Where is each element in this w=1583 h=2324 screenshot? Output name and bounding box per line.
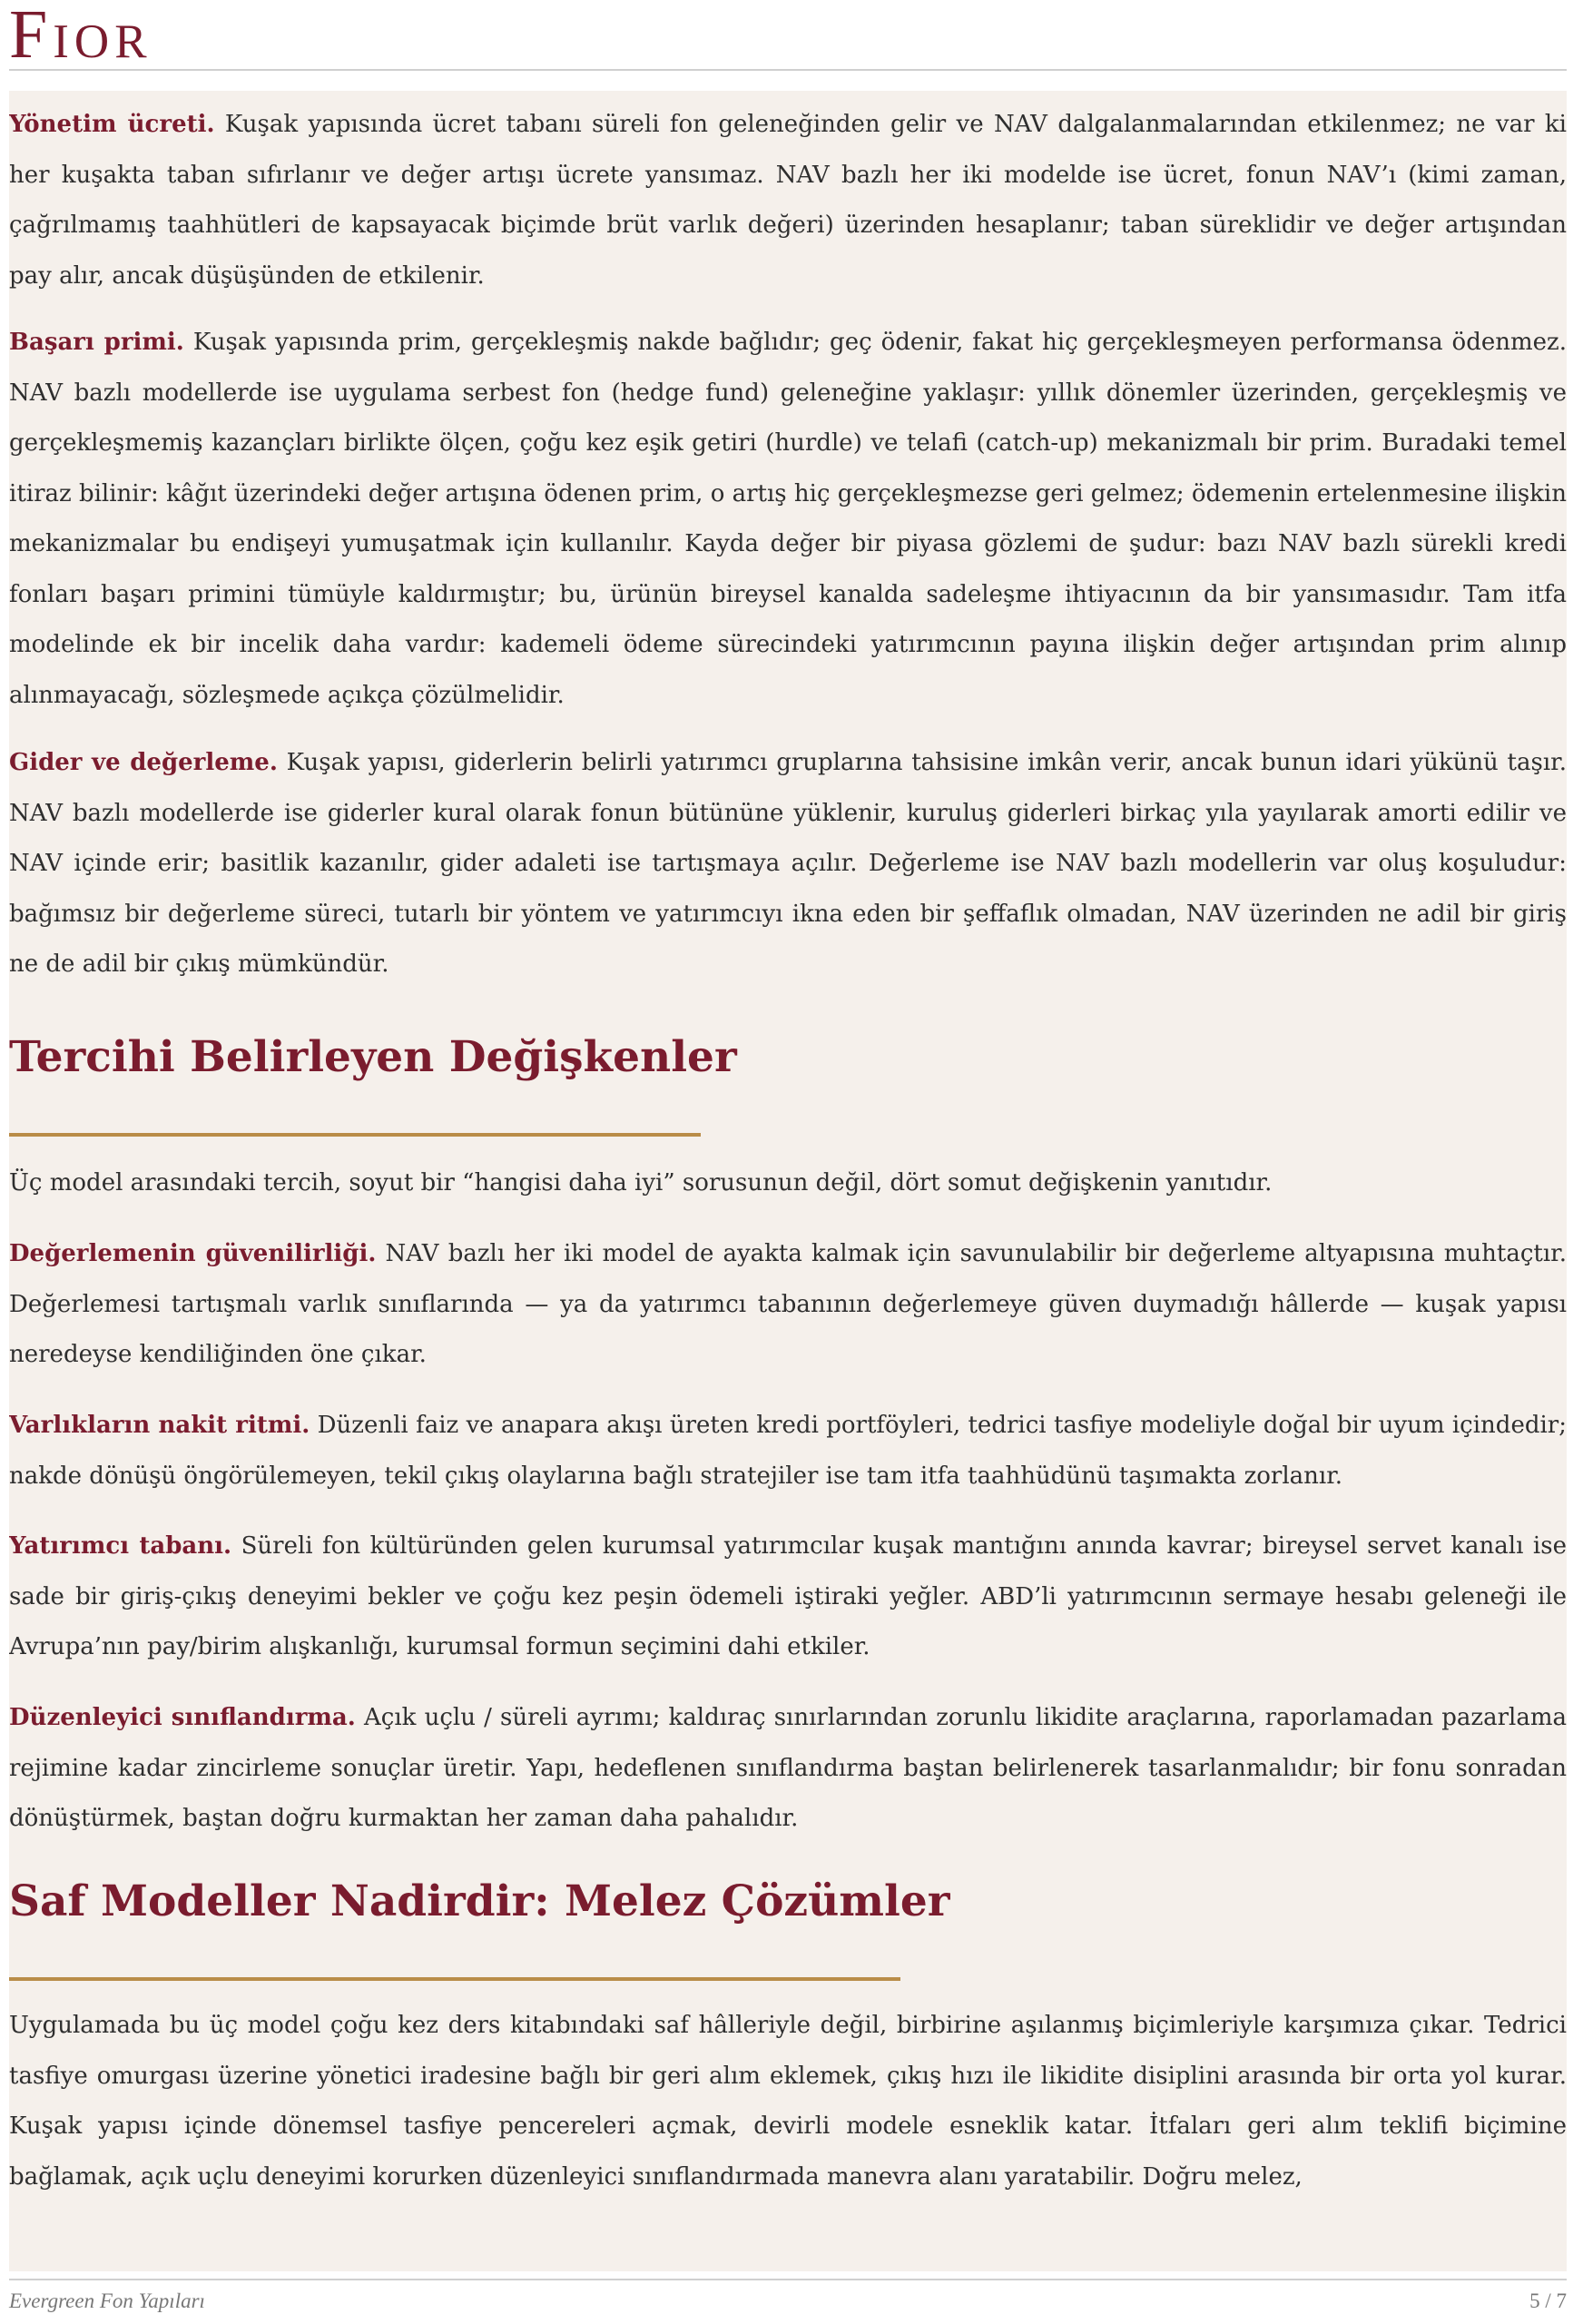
header-divider [9,69,1567,71]
section-heading-hybrid: Saf Modeller Nadirdir: Melez Çözümler [9,1876,950,1926]
section-heading-underline [9,1977,900,1981]
paragraph-lead: Gider ve değerleme. [9,749,278,776]
section-heading-variables: Tercihi Belirleyen Değişkenler [9,1032,737,1082]
paragraph-text: Süreli fon kültüründen gelen kurumsal yatırımcılar kuşak mantığını anında kavrar; bireysel servet kanalı ise sade bir giriş-çıkış deneyimi bekler ve çoğu kez peşin ödemeli iştiraki yeğler. ABD’li yatırımcının sermaye hesabı geleneği ile Avrupa’nın pay/birim alışkanlığı, kurumsal formun seçimini dahi etkiler. [9,1532,1567,1660]
paragraph-text: Düzenli faiz ve anapara akışı üreten kredi portföyleri, tedrici tasfiye modeliyle doğal bir uyum içindedir; nakde dönüşü öngörülemeyen, tekil çıkış olaylarına bağlı stratejiler ise tam itfa taahhüdünü taşımakta zorlanır. [9,1412,1567,1490]
paragraph-investor-base [9,1521,1567,1673]
paragraph-text: Kuşak yapısında ücret tabanı süreli fon geleneğinden gelir ve NAV dalgalanmalarından etkilenmez; ne var ki her kuşakta taban sıfırlanır ve değer artışı ücrete yansımaz. NAV bazlı her iki modelde ise ücret, fonun NAV’ı (kimi zaman, çağrılmamış taahhütleri de kapsayacak biçimde brüt varlık değeri) üzerinden hesaplanır; taban süreklidir ve değer artışından pay alır, ancak düşüşünden de etkilenir. [9,111,1567,290]
footer-divider [9,2279,1567,2280]
paragraph-text: Kuşak yapısı, giderlerin belirli yatırımcı gruplarına tahsisine imkân verir, ancak bunun idari yükünü taşır. NAV bazlı modellerde ise giderler kural olarak fonun bütününe yüklenir, kuruluş giderleri birkaç yıla yayılarak amorti edilir ve NAV içinde erir; basitlik kazanılır, gider adaleti ise tartışmaya açılır. Değerleme ise NAV bazlı modellerin var oluş koşuludur: bağımsız bir değerleme süreci, tutarlı bir yöntem ve yatırımcıyı ikna eden bir şeffaflık olmadan, NAV üzerinden ne adil bir giriş ne de adil bir çıkış mümkündür. [9,749,1567,978]
paragraph-management-fee [9,100,1567,301]
paragraph-text: Kuşak yapısında prim, gerçekleşmiş nakde bağlıdır; geç ödenir, fakat hiç gerçekleşmeyen performansa ödenmez. NAV bazlı modellerde ise uygulama serbest fon (hedge fund) geleneğine yaklaşır: yıllık dönemler üzerinden, gerçekleşmiş ve gerçekleşmemiş kazançları birlikte ölçen, çoğu kez eşik getiri (hurdle) ve telafi (catch-up) mekanizmalı bir prim. Buradaki temel itiraz bilinir: kâğıt üzerindeki değer artışına ödenen prim, o artış hiç gerçekleşmezse geri gelmez; ödemenin ertelenmesine ilişkin mekanizmalar bu endişeyi yumuşatmak için kullanılır. Kayda değer bir piyasa gözlemi de şudur: bazı NAV bazlı sürekli kredi fonları başarı primini tümüyle kaldırmıştır; bu, ürünün bireysel kanalda sadeleşme ihtiyacının da bir yansımasıdır. Tam itfa modelinde ek bir incelik daha vardır: kademeli ödeme sürecindeki yatırımcının payına ilişkin değer artışından prim alınıp alınmayacağı, sözleşmede açıkça çözülmelidir. [9,329,1567,709]
paragraph-lead: Değerlemenin güvenilirliği. [9,1240,377,1267]
paragraph-valuation-reliability [9,1229,1567,1381]
paragraph-lead: Başarı primi. [9,329,184,356]
paragraph-lead: Düzenleyici sınıflandırma. [9,1704,356,1731]
paragraph-text: Açık uçlu / süreli ayrımı; kaldıraç sınırlarından zorunlu likidite araçlarına, raporlamadan pazarlama rejimine kadar zincirleme sonuçlar üretir. Yapı, hedeflenen sınıflandırma baştan belirlenerek tasarlanmalıdır; bir fonu sonradan dönüştürmek, baştan doğru kurmaktan her zaman daha pahalıdır. [9,1704,1567,1832]
footer-document-title: Evergreen Fon Yapıları [9,2290,205,2312]
brand-logo: Fior [9,0,152,73]
paragraph-cash-rhythm [9,1401,1567,1502]
section-heading-underline [9,1133,701,1137]
paragraph-expenses-valuation [9,738,1567,990]
paragraph-lead: Yönetim ücreti. [9,111,215,138]
paragraph-regulatory-classification [9,1693,1567,1845]
paragraph-hybrid-solutions: Uygulamada bu üç model çoğu kez ders kitabındaki saf hâlleriyle değil, birbirine aşılanmış biçimleriyle karşımıza çıkar. Tedrici tasfiye omurgası üzerine yönetici iradesine bağlı bir geri alım eklemek, çıkış hızı ile likidite disiplini arasında bir orta yol kurar. Kuşak yapısı içinde dönemsel tasfiye pencereleri açmak, devirli modele esneklik katar. İtfaları geri alım teklifi biçimine bağlamak, açık uçlu deneyimi korurken düzenleyici sınıflandırmada manevra alanı yaratabilir. Doğru melez, [9,2012,1567,2191]
paragraph-lead: Varlıkların nakit ritmi. [9,1412,310,1439]
paragraph-lead: Yatırımcı tabanı. [9,1532,232,1560]
paragraph-text: NAV bazlı her iki model de ayakta kalmak için savunulabilir bir değerleme altyapısına muhtaçtır. Değerlemesi tartışmalı varlık sınıflarında — ya da yatırımcı tabanının değerlemeye güven duymadığı hâllerde — kuşak yapısı neredeyse kendiliğinden öne çıkar. [9,1240,1567,1368]
document-page [9,91,1567,2271]
paragraph-variables-intro: Üç model arasındaki tercih, soyut bir “hangisi daha iyi” sorusunun değil, dört somut değişkenin yanıtıdır. [9,1169,1273,1196]
paragraph-performance-fee [9,318,1567,721]
footer-page-number: 5 / 7 [1529,2290,1567,2312]
